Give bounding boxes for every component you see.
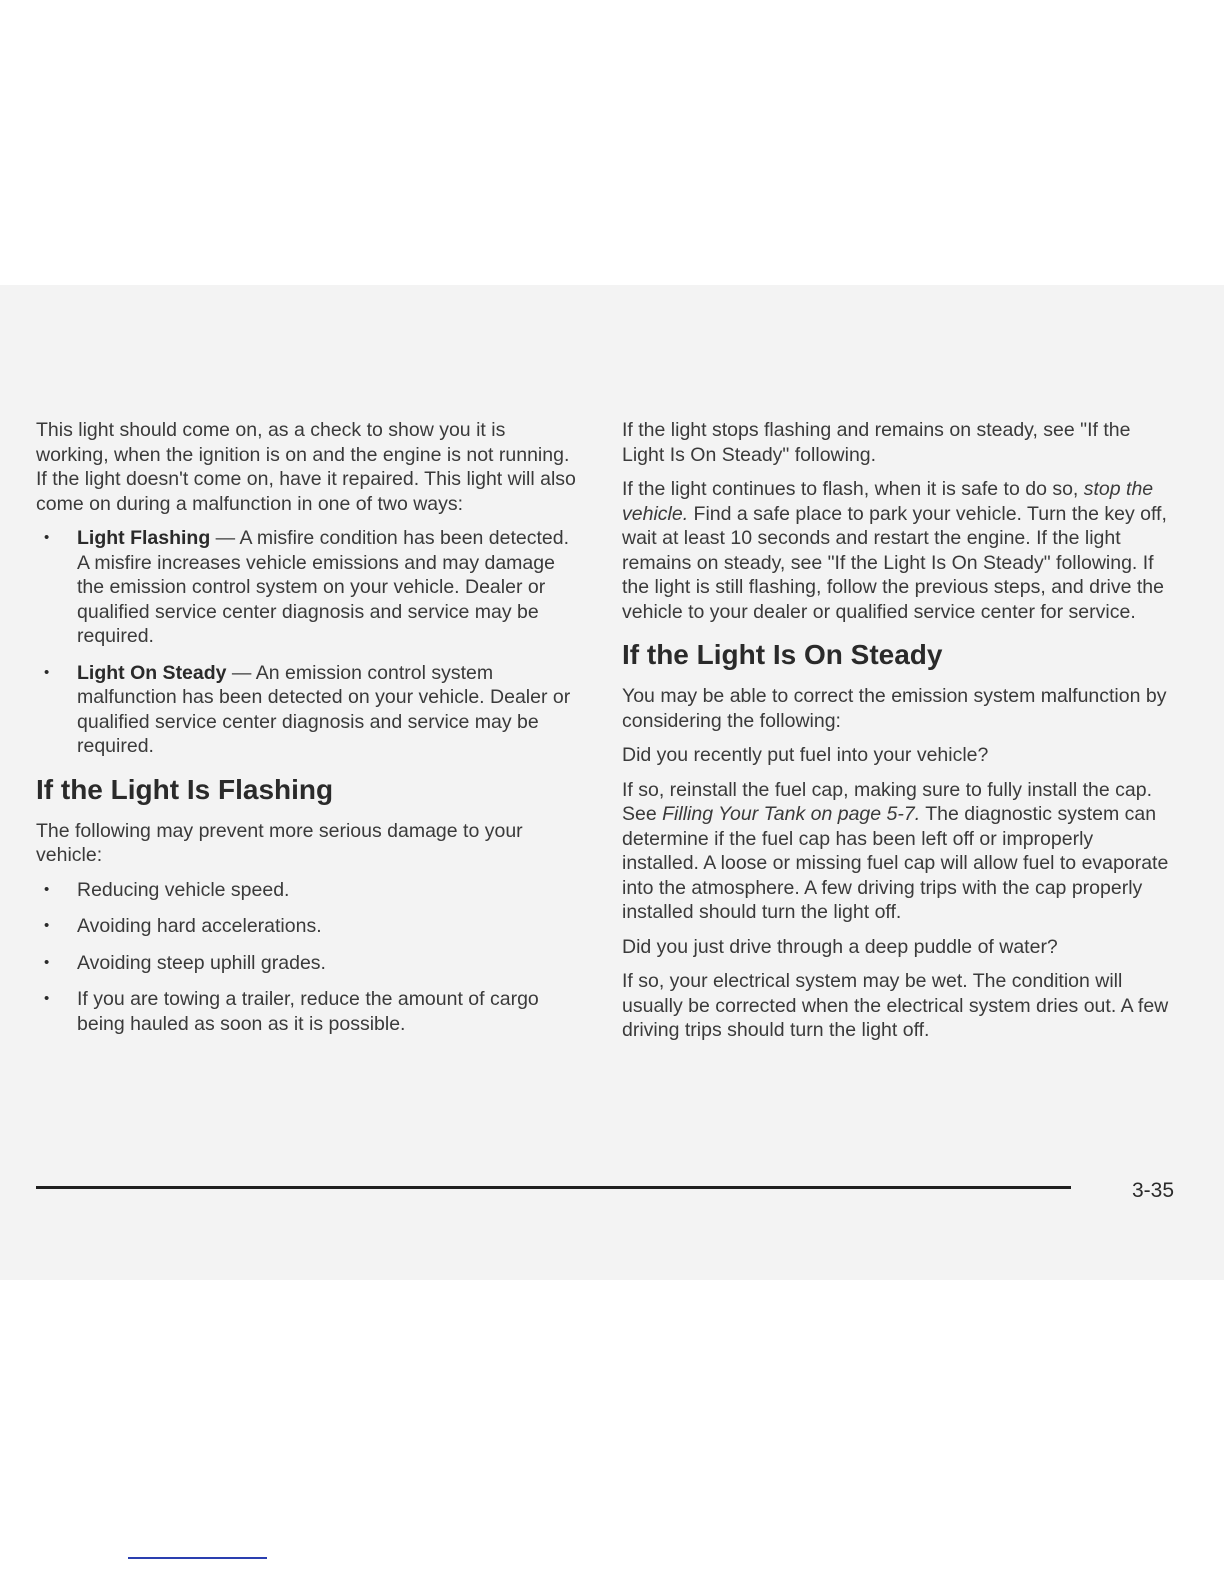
text-segment: Find a safe place to park your vehicle. Turn the key off, wait at least 10 seconds and restart the engine. If the light remains on steady, see "If the Light Is On Steady" following. If the light is still flashing, follow the previous steps, and drive the vehicle to your dealer or qualified service center for service. xyxy=(622,502,1167,623)
bullet-icon: • xyxy=(44,917,50,934)
list-item xyxy=(36,951,576,976)
term-light-flashing: Light Flashing xyxy=(77,527,211,549)
bottom-divider xyxy=(128,1557,267,1559)
continues-flashing-paragraph xyxy=(622,477,1174,624)
list-item-text: Avoiding hard accelerations. xyxy=(77,915,322,937)
list-item-text: If you are towing a trailer, reduce the amount of cargo being hauled as soon as it is possible. xyxy=(77,988,539,1035)
term-description: — A misfire condition has been detected. A misfire increases vehicle emissions and may damage the emission control system on your vehicle. Dealer or qualified service center diagnosis and service may be required. xyxy=(77,527,570,647)
list-item-text: Reducing vehicle speed. xyxy=(77,878,290,901)
bullet-icon: • xyxy=(44,663,50,681)
footer-rule xyxy=(36,1186,1071,1189)
list-item xyxy=(36,526,576,649)
stop-vehicle-emphasis: stop the vehicle. xyxy=(622,478,1154,525)
page-number: 3-35 xyxy=(1131,1179,1174,1202)
flashing-intro-paragraph: The following may prevent more serious damage to your vehicle: xyxy=(36,819,523,866)
right-column xyxy=(622,418,1174,1053)
filling-tank-reference: Filling Your Tank on page 5-7. xyxy=(662,803,921,825)
text-segment: The diagnostic system can determine if the fuel cap has been left off or improperly installed. A loose or missing fuel cap will allow fuel to evaporate into the atmosphere. A few driving trips with the cap properly installed should turn the light off. xyxy=(622,803,1169,923)
text-segment: If the light continues to flash, when it is safe to do so, xyxy=(622,478,1084,500)
list-item xyxy=(36,914,576,939)
list-item xyxy=(36,878,576,903)
flashing-actions-list xyxy=(36,878,576,1037)
list-item xyxy=(36,661,576,759)
malfunction-modes-list xyxy=(36,526,576,759)
text-segment: If so, reinstall the fuel cap, making sure to fully install the cap. See xyxy=(622,778,1153,825)
heading-light-flashing: If the Light Is Flashing xyxy=(36,773,334,805)
term-description: — An emission control system malfunction has been detected on your vehicle. Dealer or qualified service center diagnosis and service may be required. xyxy=(77,661,571,757)
intro-paragraph: This light should come on, as a check to show you it is working, when the ignition is on and the engine is not running. If the light doesn't come on, have it repaired. This light will also come on during a malfunction in one of two ways: xyxy=(36,419,576,515)
list-item-text: Avoiding steep uphill grades. xyxy=(77,951,326,974)
steady-intro-paragraph: You may be able to correct the emission system malfunction by considering the following: xyxy=(622,685,1167,732)
bullet-icon: • xyxy=(44,880,50,898)
bullet-icon: • xyxy=(44,953,50,971)
term-light-on-steady: Light On Steady xyxy=(77,661,227,684)
water-question: Did you just drive through a deep puddle of water? xyxy=(622,935,1058,958)
fuel-question: Did you recently put fuel into your vehicle? xyxy=(622,744,989,766)
heading-light-on-steady: If the Light Is On Steady xyxy=(622,639,943,670)
water-answer-paragraph: If so, your electrical system may be wet. The condition will usually be corrected when the electrical system dries out. A few driving trips should turn the light off. xyxy=(622,970,1169,1041)
bullet-icon: • xyxy=(44,529,50,546)
stops-flashing-paragraph: If the light stops flashing and remains on steady, see "If the Light Is On Steady" following. xyxy=(622,419,1131,466)
bullet-icon: • xyxy=(44,990,50,1007)
list-item xyxy=(36,987,576,1036)
fuel-answer-paragraph xyxy=(622,778,1174,925)
left-column xyxy=(36,418,576,1048)
